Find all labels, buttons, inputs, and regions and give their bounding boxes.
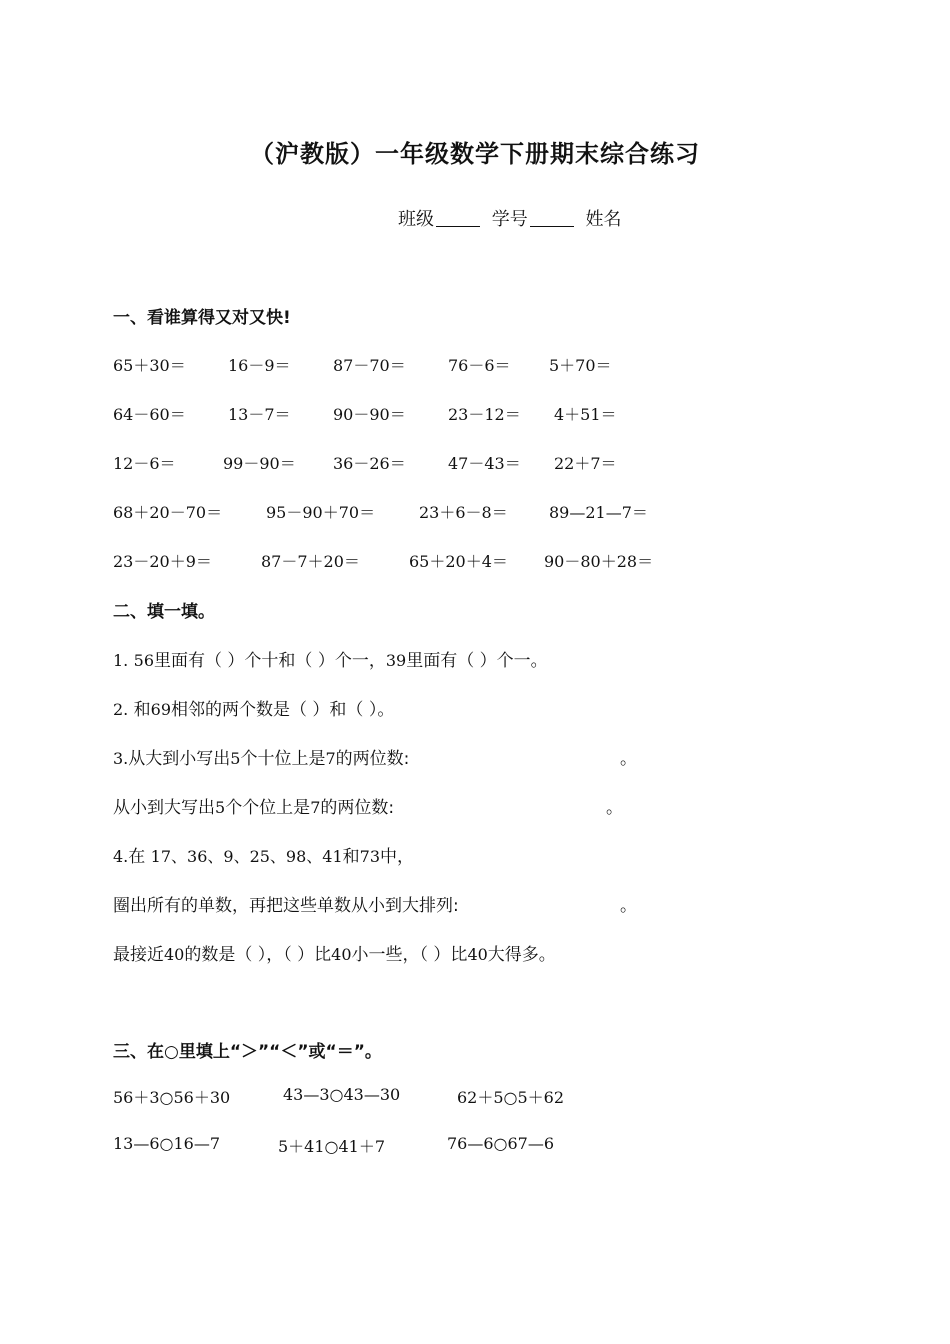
question-3a: 3.从大到小写出5个十位上是7的两位数:	[113, 749, 410, 769]
expression: 64－60＝	[113, 405, 186, 424]
question-4b: 圈出所有的单数，再把这些单数从小到大排列:	[113, 896, 459, 916]
expression: 95－90＋70＝	[266, 503, 376, 522]
expression: 36－26＝	[333, 454, 406, 473]
question-1: 1. 56里面有（ ）个十和（ ）个一，39里面有（ ）个一。	[113, 651, 548, 671]
expression: 47－43＝	[448, 454, 521, 473]
expression: 99－90＝	[223, 454, 296, 473]
comparison: 56＋3○56＋30	[113, 1088, 231, 1107]
expression: 87－70＝	[333, 356, 406, 375]
number-label: 学号	[491, 209, 528, 230]
number-blank[interactable]	[530, 208, 574, 227]
class-label: 班级	[398, 209, 434, 230]
expression: 23－20＋9＝	[113, 552, 212, 571]
answer-end-dot: 。	[606, 798, 623, 818]
expression: 22＋7＝	[554, 454, 617, 473]
student-info	[398, 205, 621, 231]
comparison: 76—6○67—6	[447, 1134, 555, 1153]
expression: 89—21—7＝	[549, 503, 648, 522]
page-title: （沪教版）一年级数学下册期末综合练习	[250, 140, 700, 168]
question-3b: 从小到大写出5个个位上是7的两位数:	[113, 798, 395, 818]
answer-end-dot: 。	[620, 896, 637, 916]
section1-heading: 一、看谁算得又对又快!	[113, 308, 291, 328]
name-label: 姓名	[585, 209, 622, 230]
expression: 5＋70＝	[549, 356, 612, 375]
question-4a: 4.在 17、36、9、25、98、41和73中，	[113, 847, 415, 867]
expression: 65＋30＝	[113, 356, 186, 375]
expression: 23＋6－8＝	[419, 503, 508, 522]
question-4c: 最接近40的数是（ ），（ ）比40小一些，（ ）比40大得多。	[113, 945, 556, 965]
expression: 68＋20－70＝	[113, 503, 223, 522]
comparison: 43—3○43—30	[283, 1085, 401, 1104]
class-blank[interactable]	[436, 208, 480, 227]
section2-heading: 二、填一填。	[113, 602, 215, 622]
expression: 65＋20＋4＝	[409, 552, 508, 571]
expression: 76－6＝	[448, 356, 511, 375]
question-2: 2. 和69相邻的两个数是（ ）和（ ）。	[113, 700, 395, 720]
expression: 23－12＝	[448, 405, 521, 424]
section3-heading: 三、在○里填上“＞”“＜”或“＝”。	[113, 1042, 382, 1062]
comparison: 13—6○16—7	[113, 1134, 221, 1153]
expression: 12－6＝	[113, 454, 176, 473]
expression: 90－80＋28＝	[544, 552, 654, 571]
comparison: 62＋5○5＋62	[457, 1088, 565, 1107]
expression: 87－7＋20＝	[261, 552, 360, 571]
expression: 90－90＝	[333, 405, 406, 424]
expression: 4＋51＝	[554, 405, 617, 424]
expression: 13－7＝	[228, 405, 291, 424]
expression: 16－9＝	[228, 356, 291, 375]
answer-end-dot: 。	[620, 749, 637, 769]
comparison: 5＋41○41＋7	[278, 1137, 386, 1156]
